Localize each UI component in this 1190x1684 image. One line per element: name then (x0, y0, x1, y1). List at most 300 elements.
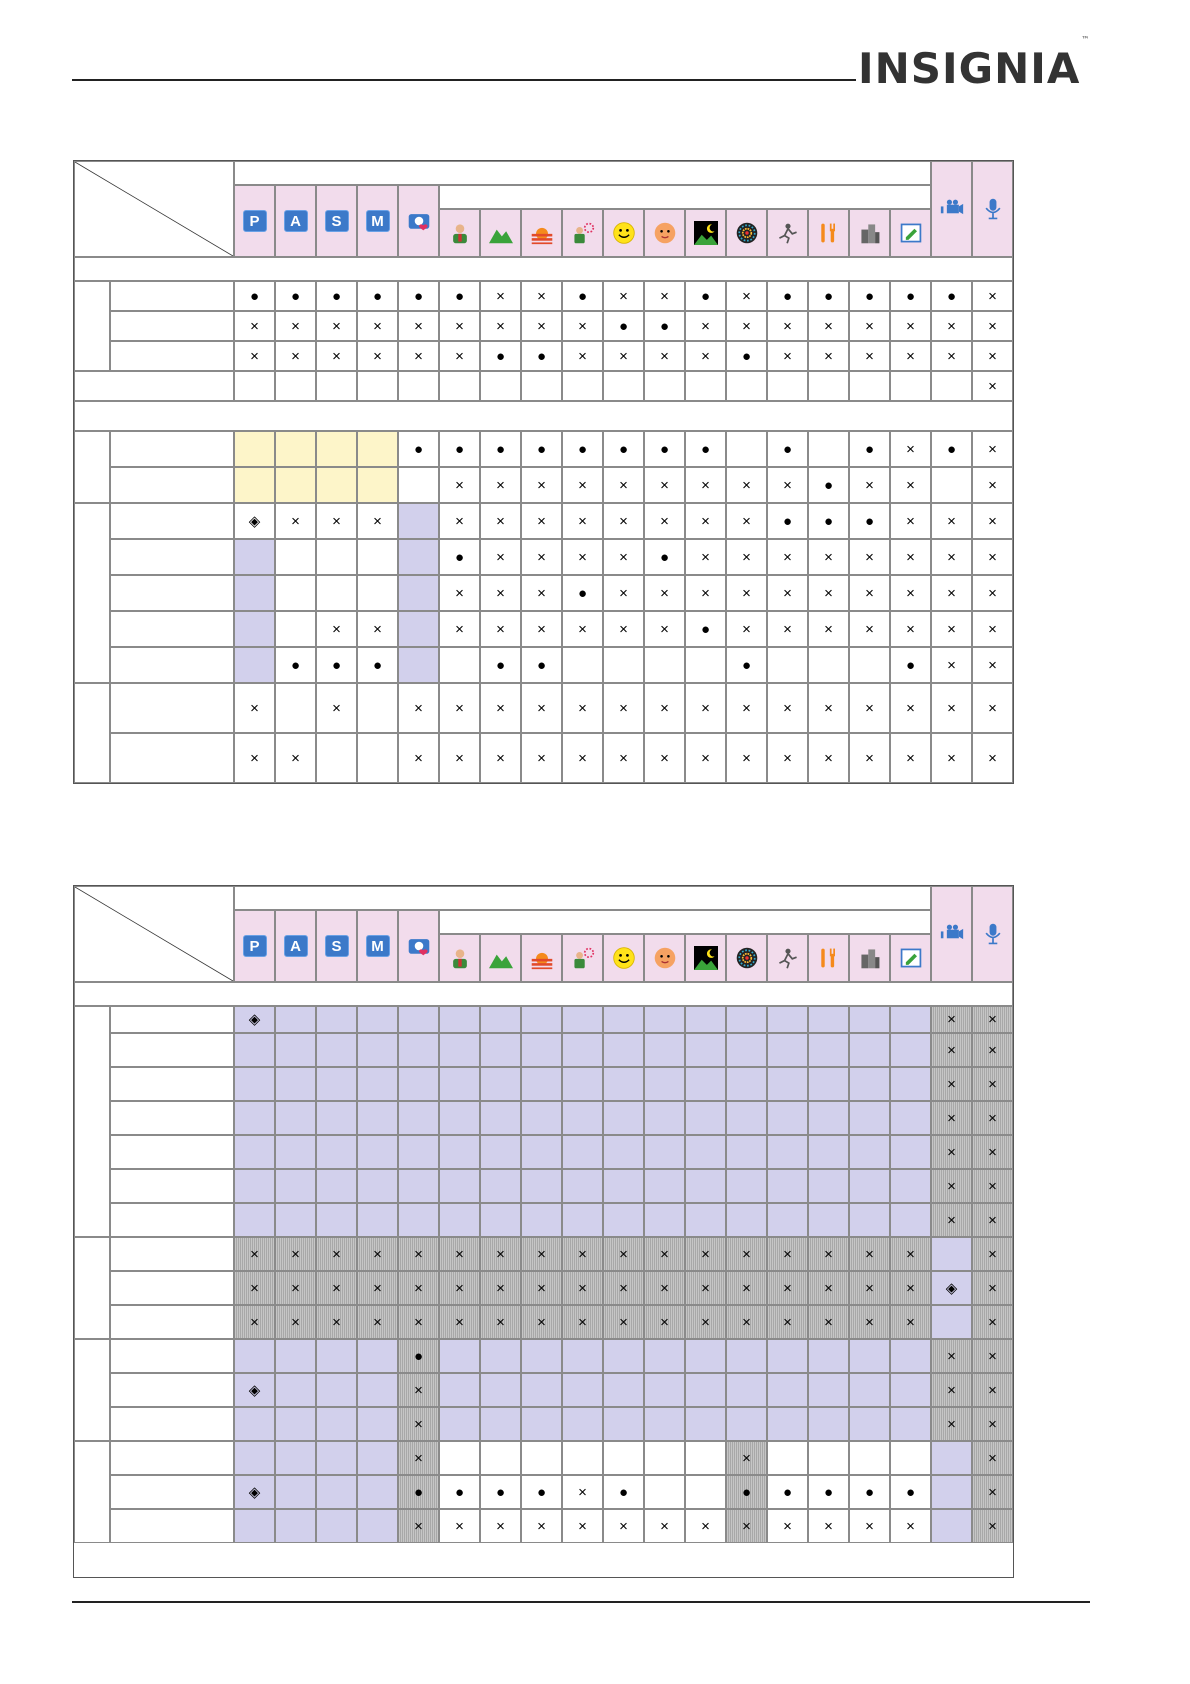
group-label-cell (74, 281, 110, 371)
table-cell (521, 1169, 562, 1203)
feature-table-1 (73, 160, 1014, 784)
table-cell: × (521, 281, 562, 311)
group-label-cell (74, 1237, 110, 1339)
table-cell: × (972, 371, 1013, 401)
table-cell: × (275, 1271, 316, 1305)
table-cell: × (685, 467, 726, 503)
table-cell: × (726, 611, 767, 647)
table-cell: ● (357, 647, 398, 683)
table-cell (603, 1203, 644, 1237)
table-cell: ● (316, 647, 357, 683)
table-cell (726, 1067, 767, 1101)
table-cell (685, 1033, 726, 1067)
table-cell: × (726, 575, 767, 611)
table-cell: × (316, 311, 357, 341)
table-cell: × (890, 683, 931, 733)
table-cell: × (726, 467, 767, 503)
insignia-logo: INSIGNIA™ (858, 35, 1091, 93)
table-cell (480, 1339, 521, 1373)
table-cell: × (685, 1509, 726, 1543)
table-cell (808, 1006, 849, 1033)
table-cell: × (726, 1237, 767, 1271)
table-cell: × (521, 611, 562, 647)
table-cell: × (767, 311, 808, 341)
table-cell (562, 1373, 603, 1407)
row-label-cell (110, 431, 234, 467)
table-cell: × (972, 1305, 1013, 1339)
table-cell: ● (439, 1475, 480, 1509)
table-cell (849, 371, 890, 401)
group-label-cell (74, 431, 110, 503)
table-cell (316, 371, 357, 401)
portrait-scene-icon (448, 221, 472, 245)
text-scene-icon-header (890, 934, 931, 982)
table-cell: × (808, 611, 849, 647)
movie-mode-icon-header (931, 886, 972, 982)
table-cell: ● (767, 431, 808, 467)
row-label-cell (110, 1305, 234, 1339)
sports-scene-icon-header (767, 934, 808, 982)
table-cell (603, 1169, 644, 1203)
table-cell (316, 1033, 357, 1067)
night-scene-icon (694, 221, 718, 245)
table-cell (562, 1067, 603, 1101)
table-cell (726, 1407, 767, 1441)
table-cell (439, 1033, 480, 1067)
table-cell: ● (480, 431, 521, 467)
table-cell: × (480, 1305, 521, 1339)
table-cell (234, 1509, 275, 1543)
table-cell (808, 647, 849, 683)
baby-scene-icon-header (644, 934, 685, 982)
table-cell: × (275, 1305, 316, 1339)
table-cell: × (972, 683, 1013, 733)
table-cell (357, 1033, 398, 1067)
night-scene-icon-header (685, 934, 726, 982)
table-cell (562, 1339, 603, 1373)
table-cell: × (685, 1237, 726, 1271)
table-cell: × (316, 611, 357, 647)
table-cell (931, 1305, 972, 1339)
table-cell (767, 1006, 808, 1033)
table-cell: × (275, 1237, 316, 1271)
table-cell: × (562, 1509, 603, 1543)
table-cell: × (603, 467, 644, 503)
table-cell: × (972, 503, 1013, 539)
table-cell: × (357, 1237, 398, 1271)
table-cell: × (480, 539, 521, 575)
table-cell (316, 1135, 357, 1169)
manual-mode-icon-header (357, 185, 398, 257)
table-cell (849, 1033, 890, 1067)
table-cell: × (357, 503, 398, 539)
table-cell (562, 1203, 603, 1237)
table-cell: × (808, 1237, 849, 1271)
table-cell: ● (849, 503, 890, 539)
table-cell (480, 1006, 521, 1033)
table-cell (603, 371, 644, 401)
table-cell (275, 1033, 316, 1067)
building-scene-icon (858, 221, 882, 245)
table-cell: × (972, 1135, 1013, 1169)
table-cell: ● (480, 341, 521, 371)
table-cell (234, 467, 275, 503)
table-cell (562, 1033, 603, 1067)
movie-mode-icon-header (931, 161, 972, 257)
table-cell (726, 1169, 767, 1203)
program-mode-icon: P (243, 934, 267, 958)
table-cell (562, 371, 603, 401)
table-cell: × (398, 683, 439, 733)
table-cell: × (890, 311, 931, 341)
table-cell: × (726, 683, 767, 733)
table-cell: × (398, 1237, 439, 1271)
table-cell (808, 1407, 849, 1441)
table-cell: × (767, 467, 808, 503)
table-cell (521, 1033, 562, 1067)
table-cell: × (562, 311, 603, 341)
table-cell: ● (685, 281, 726, 311)
table-cell (398, 575, 439, 611)
table-cell: × (808, 311, 849, 341)
table-cell: × (972, 431, 1013, 467)
table-cell: × (931, 1169, 972, 1203)
table-cell: ◈ (234, 1006, 275, 1033)
table-cell: ◈ (234, 1475, 275, 1509)
voice-record-icon (981, 197, 1005, 221)
table-cell: × (480, 467, 521, 503)
table-cell: × (931, 1101, 972, 1135)
table-cell (644, 647, 685, 683)
table-cell (767, 1441, 808, 1475)
table-cell: × (972, 1407, 1013, 1441)
program-mode-icon: P (243, 209, 267, 233)
table-cell: × (316, 341, 357, 371)
table-cell (808, 1373, 849, 1407)
voice-record-icon-header (972, 161, 1013, 257)
night-scene-icon-header (685, 209, 726, 257)
table-cell (234, 1339, 275, 1373)
table-cell: × (931, 1407, 972, 1441)
table-cell (316, 431, 357, 467)
text-scene-icon (899, 221, 923, 245)
table-cell (726, 431, 767, 467)
table-cell (644, 1475, 685, 1509)
table-cell (890, 1339, 931, 1373)
night-scene-icon (694, 946, 718, 970)
table-cell (234, 1033, 275, 1067)
table-cell (808, 1135, 849, 1169)
table-cell (275, 575, 316, 611)
table-cell: ● (890, 281, 931, 311)
table-cell: × (562, 341, 603, 371)
scene-group-cell (439, 185, 931, 209)
movie-mode-icon (940, 197, 964, 221)
table-cell (726, 1101, 767, 1135)
group-label-cell (74, 1006, 110, 1237)
table-cell: ● (562, 575, 603, 611)
table-cell (316, 1203, 357, 1237)
night-portrait-icon (571, 221, 595, 245)
table-cell (890, 1006, 931, 1033)
row-label-cell (74, 371, 234, 401)
table-cell: ● (726, 647, 767, 683)
table-cell (275, 1135, 316, 1169)
table-cell: × (931, 1339, 972, 1373)
table-cell: × (234, 1305, 275, 1339)
table-cell (398, 467, 439, 503)
table-cell: × (439, 311, 480, 341)
table-cell: × (890, 1305, 931, 1339)
table-cell (316, 575, 357, 611)
table-cell (767, 1407, 808, 1441)
table-cell (316, 1101, 357, 1135)
table-cell: × (972, 1033, 1013, 1067)
table-cell (357, 467, 398, 503)
table-cell: × (275, 311, 316, 341)
table-cell: × (562, 683, 603, 733)
table-cell: × (644, 611, 685, 647)
table-cell: × (439, 1271, 480, 1305)
camera-heart-icon (407, 934, 431, 958)
table-cell (275, 1441, 316, 1475)
table-cell: × (480, 1271, 521, 1305)
table-cell: ● (644, 311, 685, 341)
table-cell (357, 539, 398, 575)
table-cell (398, 539, 439, 575)
table-cell (398, 1135, 439, 1169)
table-cell: × (603, 575, 644, 611)
table-cell (357, 1509, 398, 1543)
table-cell (521, 1067, 562, 1101)
table-cell (849, 1373, 890, 1407)
table-cell: × (931, 1203, 972, 1237)
table-cell (808, 1441, 849, 1475)
feature-table-2 (73, 885, 1014, 1578)
table-cell: × (972, 467, 1013, 503)
table-cell: ● (275, 281, 316, 311)
table-cell (726, 1033, 767, 1067)
table-cell: × (767, 1271, 808, 1305)
table-cell: ● (726, 1475, 767, 1509)
table-cell (644, 1067, 685, 1101)
table-cell (480, 1169, 521, 1203)
table-cell: × (521, 683, 562, 733)
aperture-priority-icon-header (275, 185, 316, 257)
table-cell: × (685, 311, 726, 341)
row-label-cell (110, 281, 234, 311)
table-cell: ● (808, 467, 849, 503)
table-cell (849, 1101, 890, 1135)
table-cell: ● (562, 281, 603, 311)
row-label-cell (110, 539, 234, 575)
table-cell: × (357, 611, 398, 647)
table-cell: × (439, 1509, 480, 1543)
table-cell: × (275, 503, 316, 539)
table-cell (275, 431, 316, 467)
table-cell (521, 1101, 562, 1135)
row-label-cell (110, 575, 234, 611)
table-cell (357, 1067, 398, 1101)
row-label-cell (110, 1135, 234, 1169)
table-cell (234, 371, 275, 401)
table-cell (849, 1006, 890, 1033)
row-label-cell (110, 1271, 234, 1305)
table-cell: × (603, 1271, 644, 1305)
manual-mode-icon: M (366, 209, 390, 233)
table-cell (726, 1135, 767, 1169)
table-cell: × (808, 1305, 849, 1339)
table-cell: × (480, 611, 521, 647)
table-cell (890, 1101, 931, 1135)
table-cell (644, 1006, 685, 1033)
scene-group-cell (439, 910, 931, 934)
table-cell: × (603, 539, 644, 575)
table-cell: ● (480, 647, 521, 683)
table-cell: × (603, 341, 644, 371)
table-cell (890, 1067, 931, 1101)
table-cell: × (521, 1237, 562, 1271)
table-cell (480, 1067, 521, 1101)
table-cell: × (890, 467, 931, 503)
table-cell: × (767, 683, 808, 733)
table-cell (808, 1169, 849, 1203)
table-cell: × (439, 733, 480, 783)
table-cell: × (726, 503, 767, 539)
table-cell: × (480, 1237, 521, 1271)
table-cell: × (767, 733, 808, 783)
food-scene-icon-header (808, 209, 849, 257)
table-cell (685, 1407, 726, 1441)
table-cell: × (562, 1271, 603, 1305)
table-cell: ● (234, 281, 275, 311)
camera-heart-icon (407, 209, 431, 233)
table-cell (931, 371, 972, 401)
table-cell (521, 1373, 562, 1407)
table-cell (644, 1135, 685, 1169)
table-cell (562, 1441, 603, 1475)
table-cell (890, 371, 931, 401)
baby-scene-icon (653, 221, 677, 245)
smile-scene-icon (612, 221, 636, 245)
table-cell (316, 1339, 357, 1373)
row-label-cell (110, 311, 234, 341)
table-cell (275, 1475, 316, 1509)
table-cell: × (398, 311, 439, 341)
table-cell: × (398, 1305, 439, 1339)
table-cell: ● (767, 281, 808, 311)
table-cell (767, 1135, 808, 1169)
table-cell: × (644, 1237, 685, 1271)
table-cell (849, 1067, 890, 1101)
table-cell (439, 1339, 480, 1373)
table-cell (603, 1339, 644, 1373)
table-cell (685, 1373, 726, 1407)
table-cell (398, 1033, 439, 1067)
table-cell: ● (685, 611, 726, 647)
table-cell (849, 1407, 890, 1441)
table-cell: ● (357, 281, 398, 311)
table-cell (357, 1006, 398, 1033)
table-cell: × (480, 503, 521, 539)
table-cell: × (439, 575, 480, 611)
table-cell: × (890, 539, 931, 575)
row-label-cell (110, 1475, 234, 1509)
camera-heart-icon-header (398, 185, 439, 257)
table-cell: × (603, 281, 644, 311)
table-cell (275, 1101, 316, 1135)
table-cell: × (931, 575, 972, 611)
table-cell: ● (521, 341, 562, 371)
table-cell (849, 1441, 890, 1475)
table-cell: ● (849, 431, 890, 467)
row-label-cell (110, 1101, 234, 1135)
table-cell: × (521, 575, 562, 611)
table-cell: × (603, 611, 644, 647)
table-cell (562, 647, 603, 683)
table-cell: × (644, 1509, 685, 1543)
table-cell (275, 1067, 316, 1101)
table-cell: × (808, 1271, 849, 1305)
table-cell (275, 1006, 316, 1033)
table-cell (849, 1135, 890, 1169)
row-label-cell (110, 1373, 234, 1407)
table-cell: × (685, 539, 726, 575)
table-cell (767, 1067, 808, 1101)
row-label-cell (110, 733, 234, 783)
table-cell (562, 1169, 603, 1203)
table-cell: ● (480, 1475, 521, 1509)
table-cell: × (398, 1441, 439, 1475)
table-cell (398, 611, 439, 647)
table-cell: × (562, 733, 603, 783)
landscape-scene-icon-header (480, 209, 521, 257)
table-cell: × (234, 311, 275, 341)
night-portrait-icon-header (562, 934, 603, 982)
table-cell: ● (767, 1475, 808, 1509)
table-cell (316, 1067, 357, 1101)
table-cell: × (316, 683, 357, 733)
table-cell (439, 371, 480, 401)
table-cell: ● (603, 311, 644, 341)
table-cell: × (480, 733, 521, 783)
table-cell (480, 1441, 521, 1475)
table-cell (685, 1169, 726, 1203)
corner-diagonal-cell (74, 886, 234, 982)
table-cell: ● (931, 281, 972, 311)
table-cell (808, 1067, 849, 1101)
table-cell (316, 1373, 357, 1407)
table-cell: × (726, 1441, 767, 1475)
table-cell: × (931, 1006, 972, 1033)
table-cell (603, 1006, 644, 1033)
table-cell (521, 1441, 562, 1475)
table-cell: × (644, 683, 685, 733)
table-cell: ◈ (234, 503, 275, 539)
table-cell: × (972, 1169, 1013, 1203)
table-cell (234, 1135, 275, 1169)
table-cell (357, 683, 398, 733)
table-cell (234, 647, 275, 683)
table-cell (275, 611, 316, 647)
table-cell: × (972, 733, 1013, 783)
row-label-cell (110, 611, 234, 647)
table-cell: × (685, 341, 726, 371)
table-cell (808, 1033, 849, 1067)
table-cell: × (562, 1475, 603, 1509)
table-cell (480, 1203, 521, 1237)
row-label-cell (110, 1237, 234, 1271)
